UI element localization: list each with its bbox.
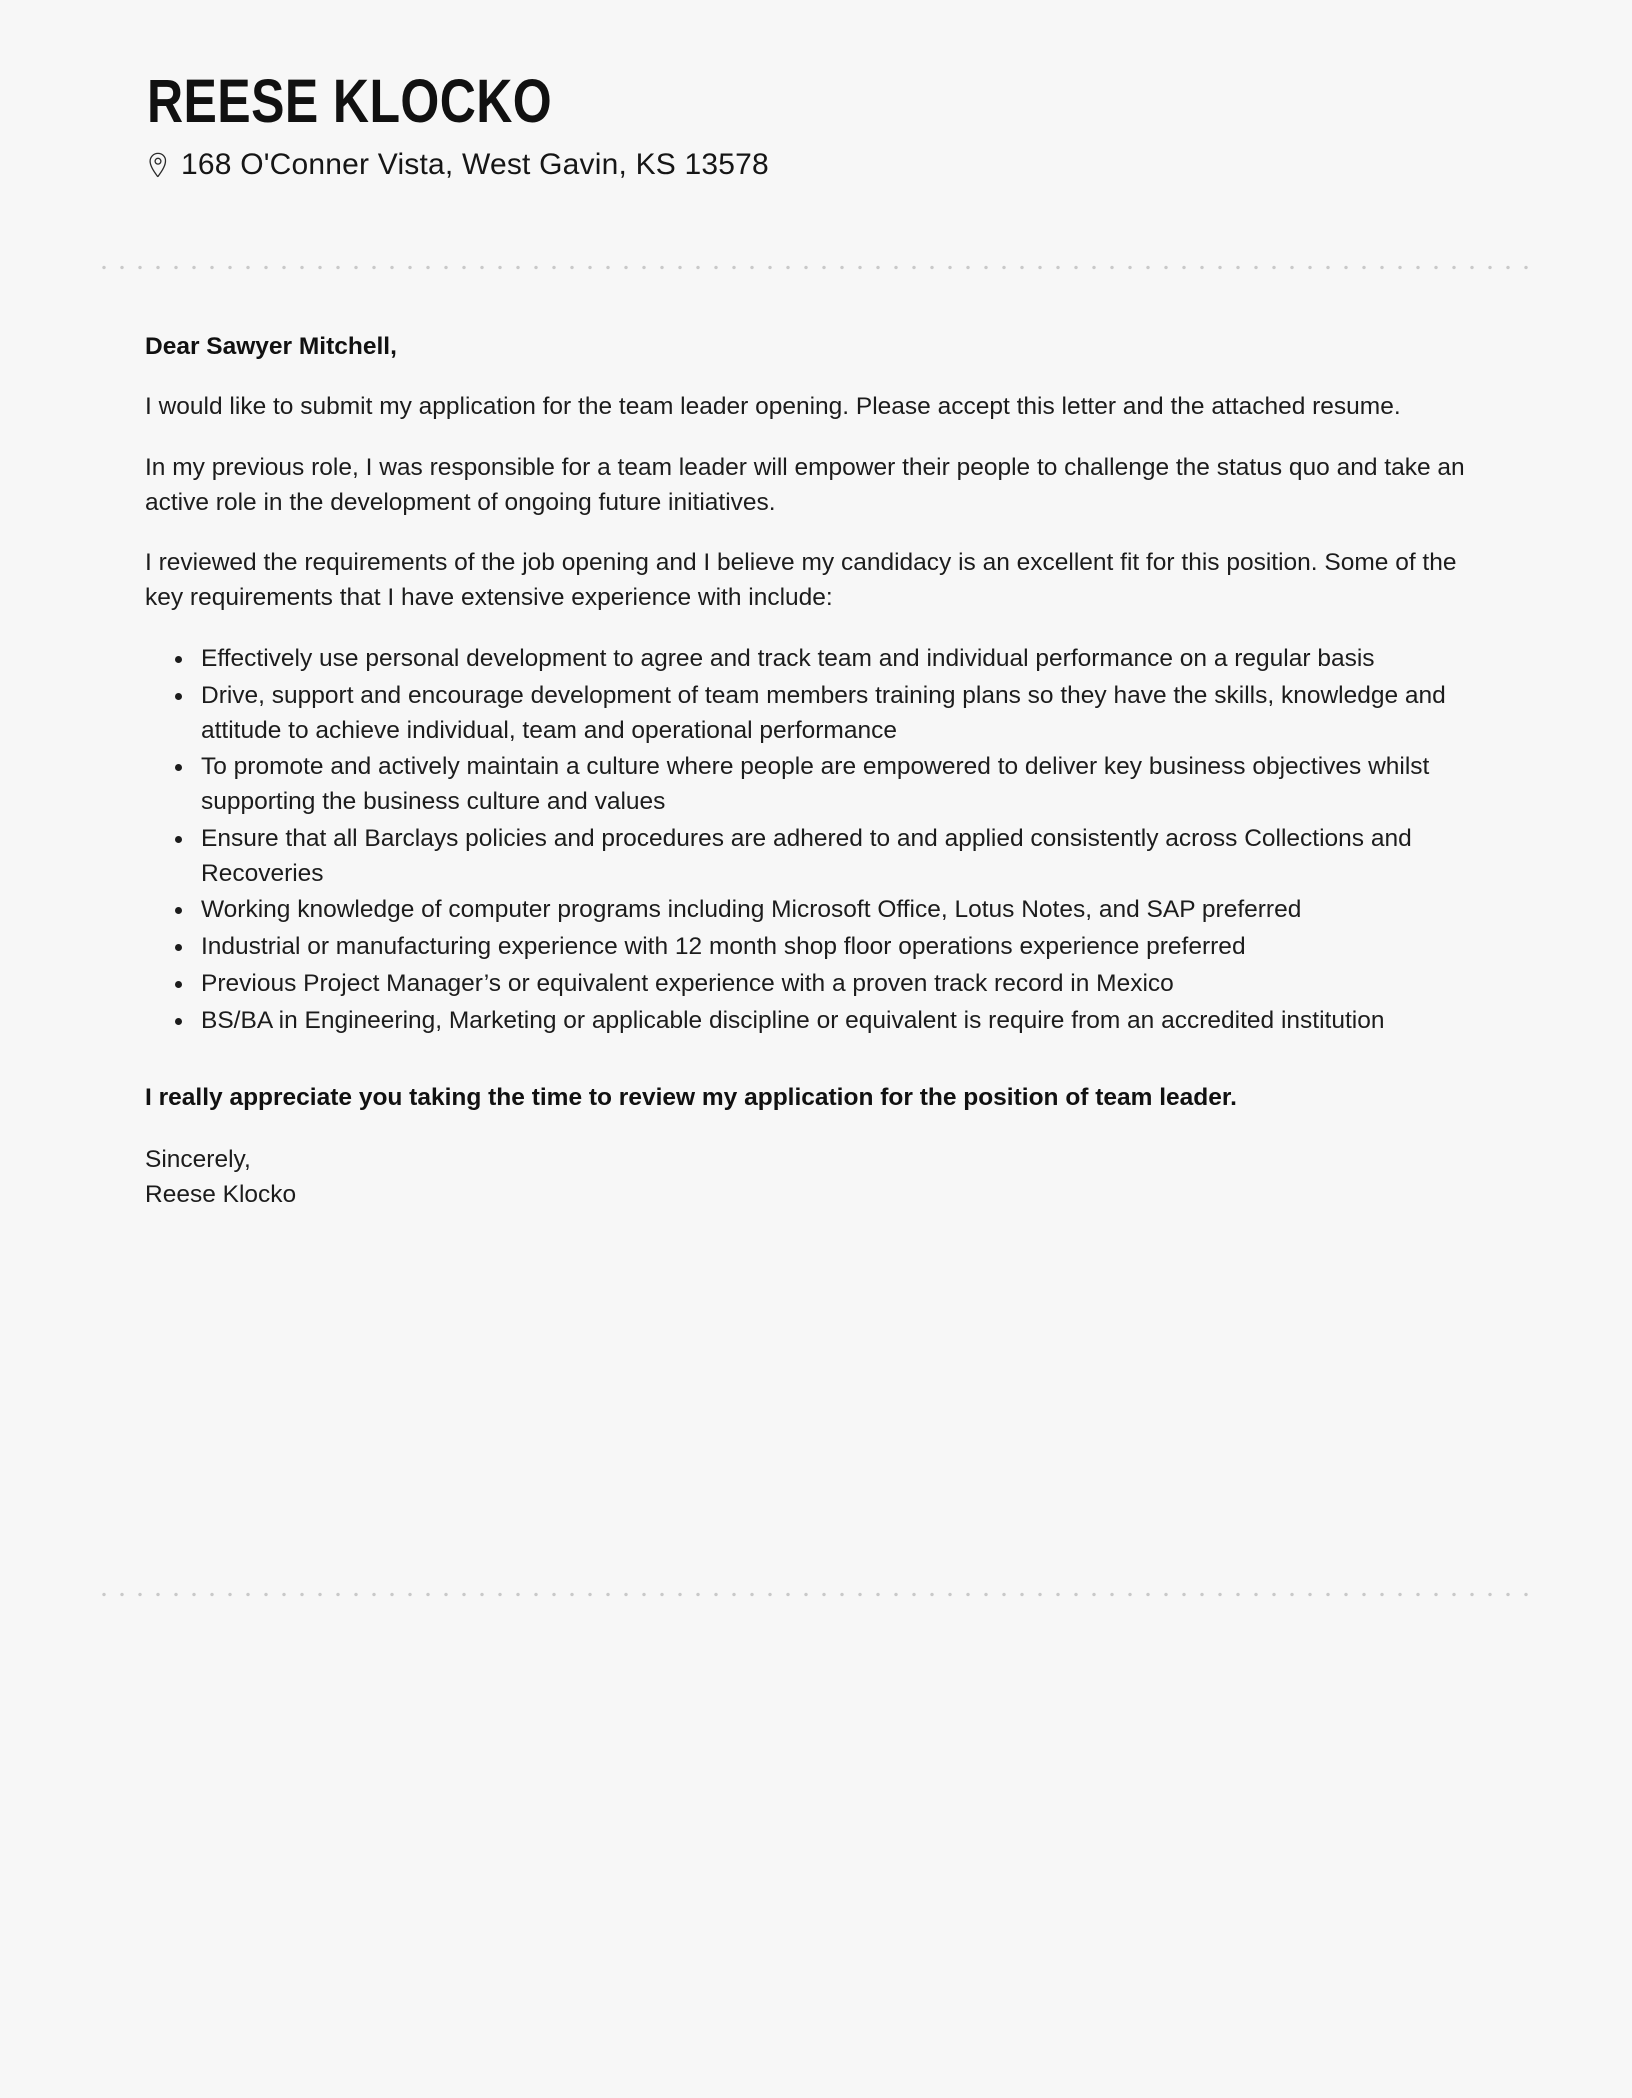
list-item: Effectively use personal development to agree and track team and individual performance on a regular basis	[201, 642, 1465, 677]
candidate-name: REESE KLOCKO	[147, 67, 553, 135]
list-item: Drive, support and encourage development of team members training plans so they have the skills, knowledge and attitude to achieve individual, team and operational performance	[201, 679, 1465, 749]
letter-paragraph-3: I reviewed the requirements of the job opening and I believe my candidacy is an excellent fit for this position. Some of the key requirements that I have extensive experience with include:	[145, 549, 1457, 612]
letter-closing-statement: I really appreciate you taking the time to review my application for the position of team leader.	[145, 1083, 1237, 1111]
divider-bottom	[95, 1592, 1532, 1597]
map-pin-icon	[147, 152, 169, 178]
contact-address-text: 168 O'Conner Vista, West Gavin, KS 13578	[181, 148, 769, 182]
contact-address-line	[147, 147, 1632, 183]
letter-paragraph-1: I would like to submit my application for the team leader opening. Please accept this letter and the attached resume.	[145, 393, 1401, 421]
list-item: Ensure that all Barclays policies and procedures are adhered to and applied consistently across Collections and Recoveries	[201, 822, 1465, 892]
requirements-list	[145, 642, 1465, 1039]
list-item: Industrial or manufacturing experience with 12 month shop floor operations experience preferred	[201, 930, 1465, 965]
signoff-name: Reese Klocko	[145, 1181, 297, 1209]
letter-signoff	[145, 1143, 1465, 1213]
list-item: Working knowledge of computer programs including Microsoft Office, Lotus Notes, and SAP preferred	[201, 893, 1465, 928]
letter-body	[145, 330, 1465, 1213]
letter-paragraph-2: In my previous role, I was responsible for a team leader will empower their people to challenge the status quo and take an active role in the development of ongoing future initiatives.	[145, 453, 1465, 516]
list-item: Previous Project Manager’s or equivalent experience with a proven track record in Mexico	[201, 967, 1465, 1002]
list-item: To promote and actively maintain a culture where people are empowered to deliver key business objectives whilst supporting the business culture and values	[201, 750, 1465, 820]
divider-top	[95, 265, 1532, 270]
letter-salutation: Dear Sawyer Mitchell,	[145, 333, 397, 360]
list-item: BS/BA in Engineering, Marketing or applicable discipline or equivalent is require from an accredited institution	[201, 1004, 1465, 1039]
signoff-salutation: Sincerely,	[145, 1146, 251, 1174]
letter-header	[0, 0, 1632, 183]
